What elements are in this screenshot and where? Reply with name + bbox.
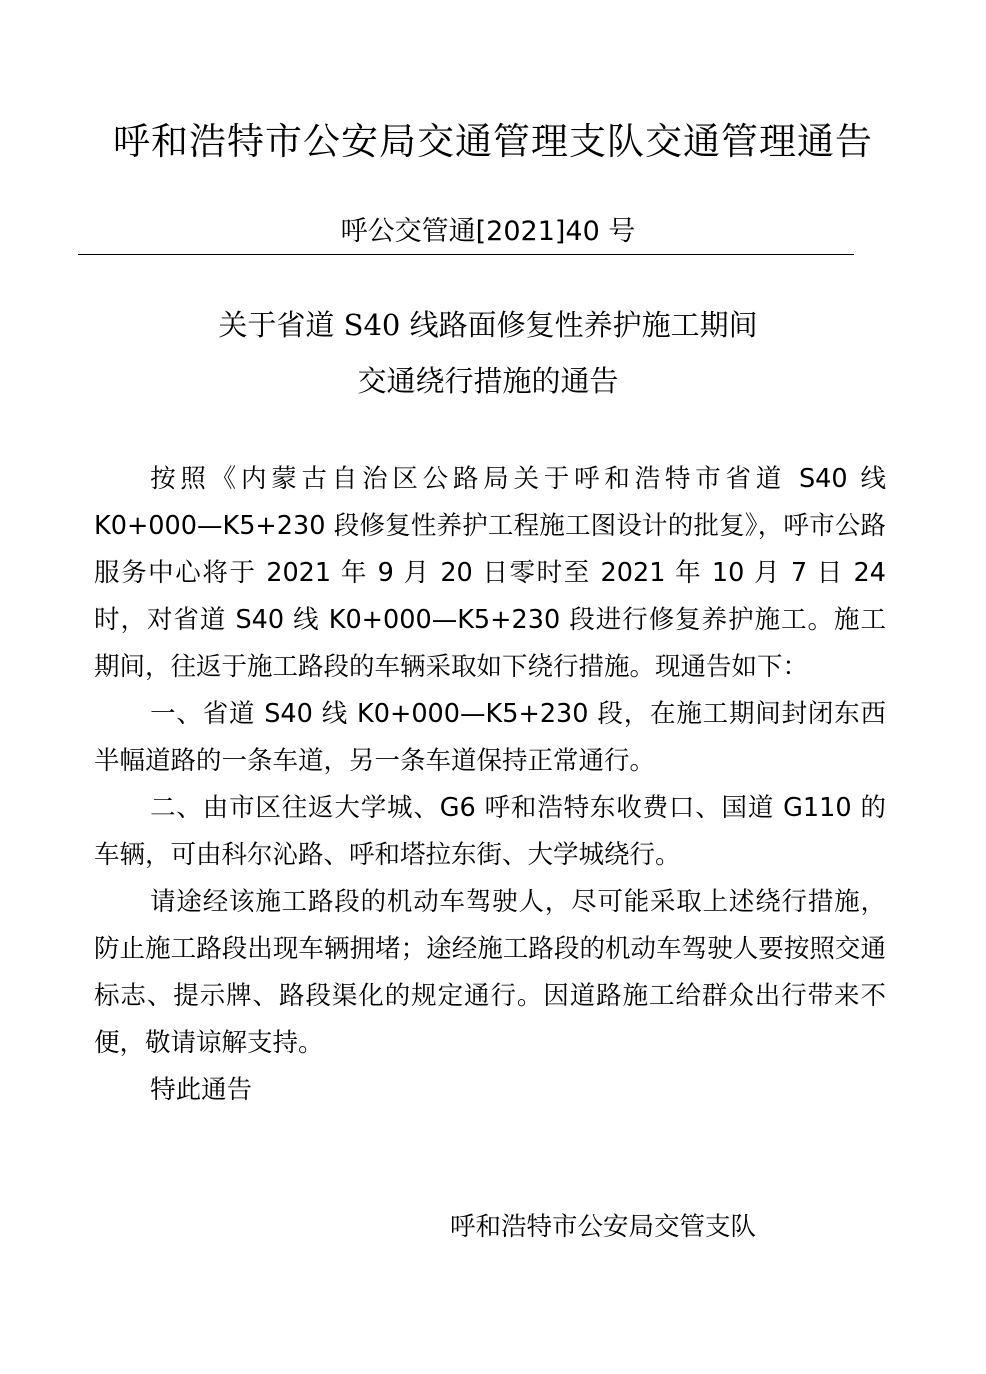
issuer-signature: 呼和浩特市公安局交管支队 (450, 1212, 757, 1242)
body-paragraph-measure-2: 二、由市区往返大学城、G6 呼和浩特东收费口、国道 G110 的车辆，可由科尔沁路、呼和塔拉东街、大学城绕行。 (94, 793, 886, 870)
body-paragraph-closing: 特此通告 (150, 1075, 253, 1105)
body-paragraph-request: 请途经该施工路段的机动车驾驶人，尽可能采取上述绕行措施，防止施工路段出现车辆拥堵；途经施工路段的机动车驾驶人要按照交通标志、提示牌、路段渠化的规定通行。因道路施工给群众出行带来不便，敬请谅解支持。 (94, 887, 886, 1058)
org-title: 呼和浩特市公安局交通管理支队交通管理通告 (113, 120, 873, 163)
body-paragraph-measure-1: 一、省道 S40 线 K0+000—K5+230 段，在施工期间封闭东西半幅道路的一条车道，另一条车道保持正常通行。 (94, 699, 886, 776)
header-divider (78, 254, 854, 255)
notice-title-line-1: 关于省道 S40 线路面修复性养护施工期间 (218, 308, 758, 342)
notice-body (94, 456, 886, 1114)
notice-title-line-2: 交通绕行措施的通告 (357, 364, 619, 398)
document-number: 呼公交管通[2021]40 号 (340, 216, 636, 247)
body-paragraph-intro: 按照《内蒙古自治区公路局关于呼和浩特市省道 S40 线 K0+000—K5+230 段修复性养护工程施工图设计的批复》，呼市公路服务中心将于 2021 年 9 月 20 日零时至 2021 年 10 月 7 日 24 时，对省道 S40 线 K0+000—K5+230 段进行修复养护施工。施工期间，往返于施工路段的车辆采取如下绕行措施。现通告如下： (94, 464, 886, 682)
